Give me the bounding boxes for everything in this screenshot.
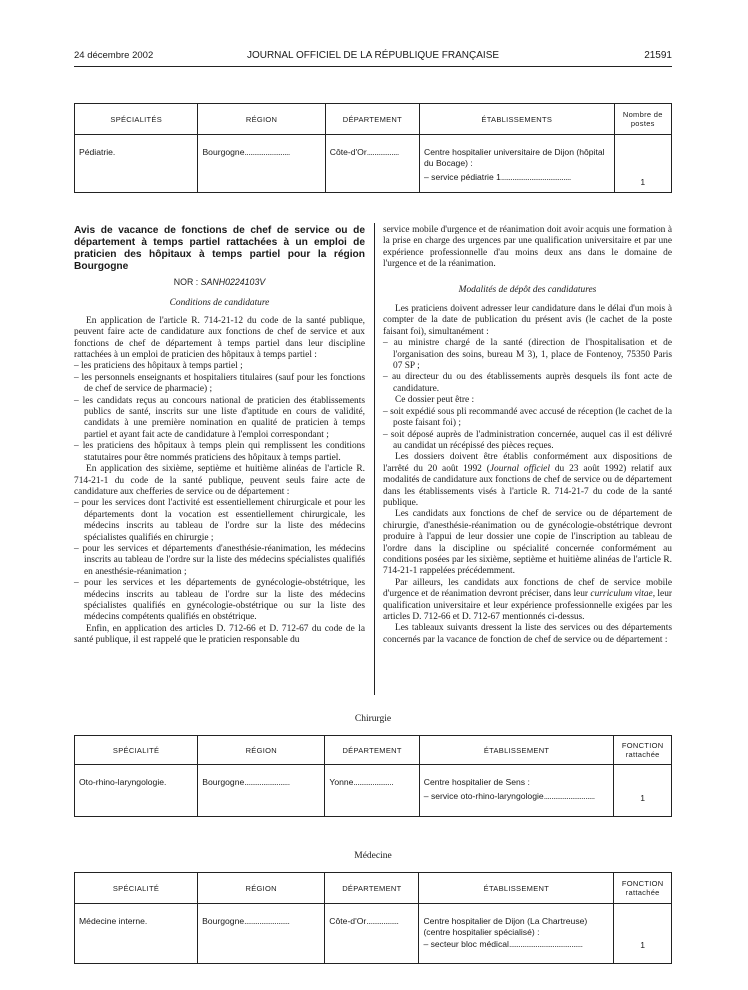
cell-etablissement: Centre hospitalier universitaire de Dijon (hôpital du Bocage) : – service pédiatrie 1..................................... xyxy=(424,147,605,182)
table-pediatrie xyxy=(74,103,672,193)
paragraph: Les candidats aux fonctions de chef de service ou de département de chirurgie, d'anesthésie-réanimation ou de gynécologie-obstétrique devront produire à l'appui de leur dossier une copie de l'inscription au tableau de l'ordre dans la discipline ou spécialité concernée conformément au conditions posées par les sixième, septième et huitième alinéas de l'article R. 714-21-1 rappelées précédemment. xyxy=(383,509,672,577)
col-header-specialite: SPÉCIALITÉ xyxy=(75,736,198,765)
cell-specialite: Médecine interne. xyxy=(79,916,148,926)
cell-region: Bourgogne........................ xyxy=(202,777,290,787)
table-row xyxy=(75,904,672,964)
col-header-specialites: SPÉCIALITÉS xyxy=(75,104,198,135)
col-header-departement: DÉPARTEMENT xyxy=(325,104,419,135)
list-item: – les personnels enseignants et hospitaliers titulaires (sauf pour les fonctions de chef de service de pharmacie) ; xyxy=(74,372,365,395)
table-row xyxy=(75,765,672,817)
col-header-postes: Nombre de postes xyxy=(614,104,671,135)
cell-etablissement: Centre hospitalier de Dijon (La Chartreuse) (centre hospitalier spécialisé) : – secteur bloc médical....................................... xyxy=(423,916,588,949)
list-item: – au ministre chargé de la santé (direction de l'hospitalisation et de l'organisation des soins, bureau M 3), 1, place de Fontenoy, 75350 Paris 07 SP ; xyxy=(383,338,672,372)
modalites-heading: Modalités de dépôt des candidatures xyxy=(458,284,597,295)
list-item: – pour les services et les départements de gynécologie-obstétrique, les médecins inscrits au tableau de l'ordre sur la liste des médecins spécialistes qualifiés en gynécologie-obstétrique ou sur la liste des médecins compétents qualifiés en obstétrique. xyxy=(74,578,365,623)
list-item: – pour les services et départements d'anesthésie-réanimation, les médecins inscrits au tableau de l'ordre sur la liste des médecins spécialistes qualifiés en anesthésie-réanimation ; xyxy=(74,543,365,577)
header-rule xyxy=(74,66,672,67)
page-header xyxy=(74,50,672,64)
col-header-region: RÉGION xyxy=(198,736,325,765)
col-header-departement: DÉPARTEMENT xyxy=(325,873,419,904)
paragraph: En application de l'article R. 714-21-12 du code de la santé publique, peuvent faire acte de candidature aux fonctions de chef de service et aux fonctions de chef de département à temps partiel dans leur discipline rattachées à un emploi de praticien des hôpitaux à temps partiel : xyxy=(74,315,365,361)
col-header-departement: DÉPARTEMENT xyxy=(325,736,419,765)
paragraph: service mobile d'urgence et de réanimation doit avoir acquis une formation à la prise en charge des urgences par une qualification universitaire et par une expérience professionnelle d'au moins deux ans dans le domaine de l'urgence et de la réanimation. xyxy=(383,225,672,270)
paragraph: Enfin, en application des articles D. 712-66 et D. 712-67 du code de la santé publique, il est rappelé que le praticien responsable du xyxy=(74,623,365,646)
cell-departement: Côte-d'Or................. xyxy=(329,916,399,926)
paragraph: Les tableaux suivants dressent la liste des services ou des départements concernés par la vacance de fonction de chef de service ou de département : xyxy=(383,623,672,645)
cell-postes: 1 xyxy=(640,177,646,187)
list-item: – soit expédié sous pli recommandé avec accusé de réception (le cachet de la poste faisant foi) ; xyxy=(383,406,672,429)
cell-region: Bourgogne........................ xyxy=(202,916,290,926)
cell-fonction: 1 xyxy=(640,940,646,950)
caption-medecine: Médecine xyxy=(354,851,392,861)
caption-chirurgie: Chirurgie xyxy=(354,714,392,724)
column-divider xyxy=(374,223,375,695)
col-header-region: RÉGION xyxy=(198,873,325,904)
cell-fonction: 1 xyxy=(640,793,646,803)
table-row xyxy=(75,135,672,193)
avis-title: Avis de vacance de fonctions de chef de service ou de département à temps partiel rattachées à un emploi de praticien des hôpitaux à temps partiel pour la région Bourgogne xyxy=(74,225,365,272)
list-item: – les praticiens des hôpitaux à temps plein qui remplissent les conditions statutaires pour être nommés praticiens des hôpitaux à temps partiel. xyxy=(74,441,365,463)
conditions-heading: Conditions de candidature xyxy=(169,298,270,309)
right-column xyxy=(383,225,672,646)
col-header-fonction: FONCTION rattachée xyxy=(614,736,672,765)
cell-specialite: Pédiatrie. xyxy=(79,147,116,157)
list-item: – soit déposé auprès de l'administration concernée, auquel cas il est délivré au candidat un récépissé des pièces reçues. xyxy=(383,429,672,451)
col-header-etablissements: ÉTABLISSEMENTS xyxy=(420,104,615,135)
cell-departement: Yonne..................... xyxy=(329,777,394,787)
list-item: – les praticiens des hôpitaux à temps partiel ; xyxy=(74,361,243,372)
col-header-specialite: SPÉCIALITÉ xyxy=(75,873,198,904)
paragraph: Les dossiers doivent être établis conformément aux dispositions de l'arrêté du 20 août 1992 (Journal officiel du 23 août 1992) relatif aux modalités de candidature aux fonctions de chef de service ou de département dans les établissements visés à l'article R. 714-21-7 du code de la santé publique. xyxy=(383,452,672,508)
cell-departement: Côte-d'Or................. xyxy=(329,147,399,157)
paragraph: Les praticiens doivent adresser leur candidature dans le délai d'un mois à compter de la date de publication du présent avis (le cachet de la poste faisant foi), simultanément : xyxy=(383,304,672,337)
col-header-fonction: FONCTION rattachée xyxy=(614,873,672,904)
col-header-etablissement: ÉTABLISSEMENT xyxy=(419,873,614,904)
paragraph: Par ailleurs, les candidats aux fonctions de chef de service mobile d'urgence et de réanimation devront préciser, dans leur curriculum vitae, leur qualification universitaire et leur expérience professionnelle exigées par les articles D. 712-66 et D. 712-67 mentionnés ci-dessus. xyxy=(383,577,673,622)
paragraph: Ce dossier peut être : xyxy=(395,395,475,406)
table-medecine xyxy=(74,872,672,964)
left-column xyxy=(74,225,365,647)
cell-specialite: Oto-rhino-laryngologie. xyxy=(79,777,167,787)
page-number: 21591 xyxy=(644,50,672,61)
journal-title: JOURNAL OFFICIEL DE LA RÉPUBLIQUE FRANÇAISE xyxy=(246,50,500,61)
header-date: 24 décembre 2002 xyxy=(74,50,154,61)
list-item: – au directeur du ou des établissements auprès desquels ils font acte de candidature. xyxy=(383,372,672,394)
col-header-etablissement: ÉTABLISSEMENT xyxy=(419,736,614,765)
list-item: – les candidats reçus au concours national de praticien des établissements publics de santé, inscrits sur une liste d'aptitude en cours de validité, candidats à une première nomination en qualité de praticien à temps partiel et ayant fait acte de candidature à l'emploi correspondant ; xyxy=(74,395,365,440)
cell-etablissement: Centre hospitalier de Sens : – service oto-rhino-laryngologie........................... xyxy=(423,777,595,801)
cell-region: Bourgogne........................ xyxy=(202,147,290,157)
list-item: – pour les services dont l'activité est essentiellement chirurgicale et pour les départements dont la vocation est essentiellement chirurgicale, les médecins inscrits au tableau de l'ordre sur la liste des médecins spécialistes qualifiés en chirurgie ; xyxy=(74,498,365,543)
paragraph: En application des sixième, septième et huitième alinéas de l'article R. 714-21-1 du code de la santé publique, peuvent seuls faire acte de candidature aux chefferies de service ou de département : xyxy=(74,464,365,497)
nor-reference: NOR : SANH0224103V xyxy=(173,277,266,287)
table-chirurgie xyxy=(74,735,672,817)
col-header-region: RÉGION xyxy=(198,104,325,135)
